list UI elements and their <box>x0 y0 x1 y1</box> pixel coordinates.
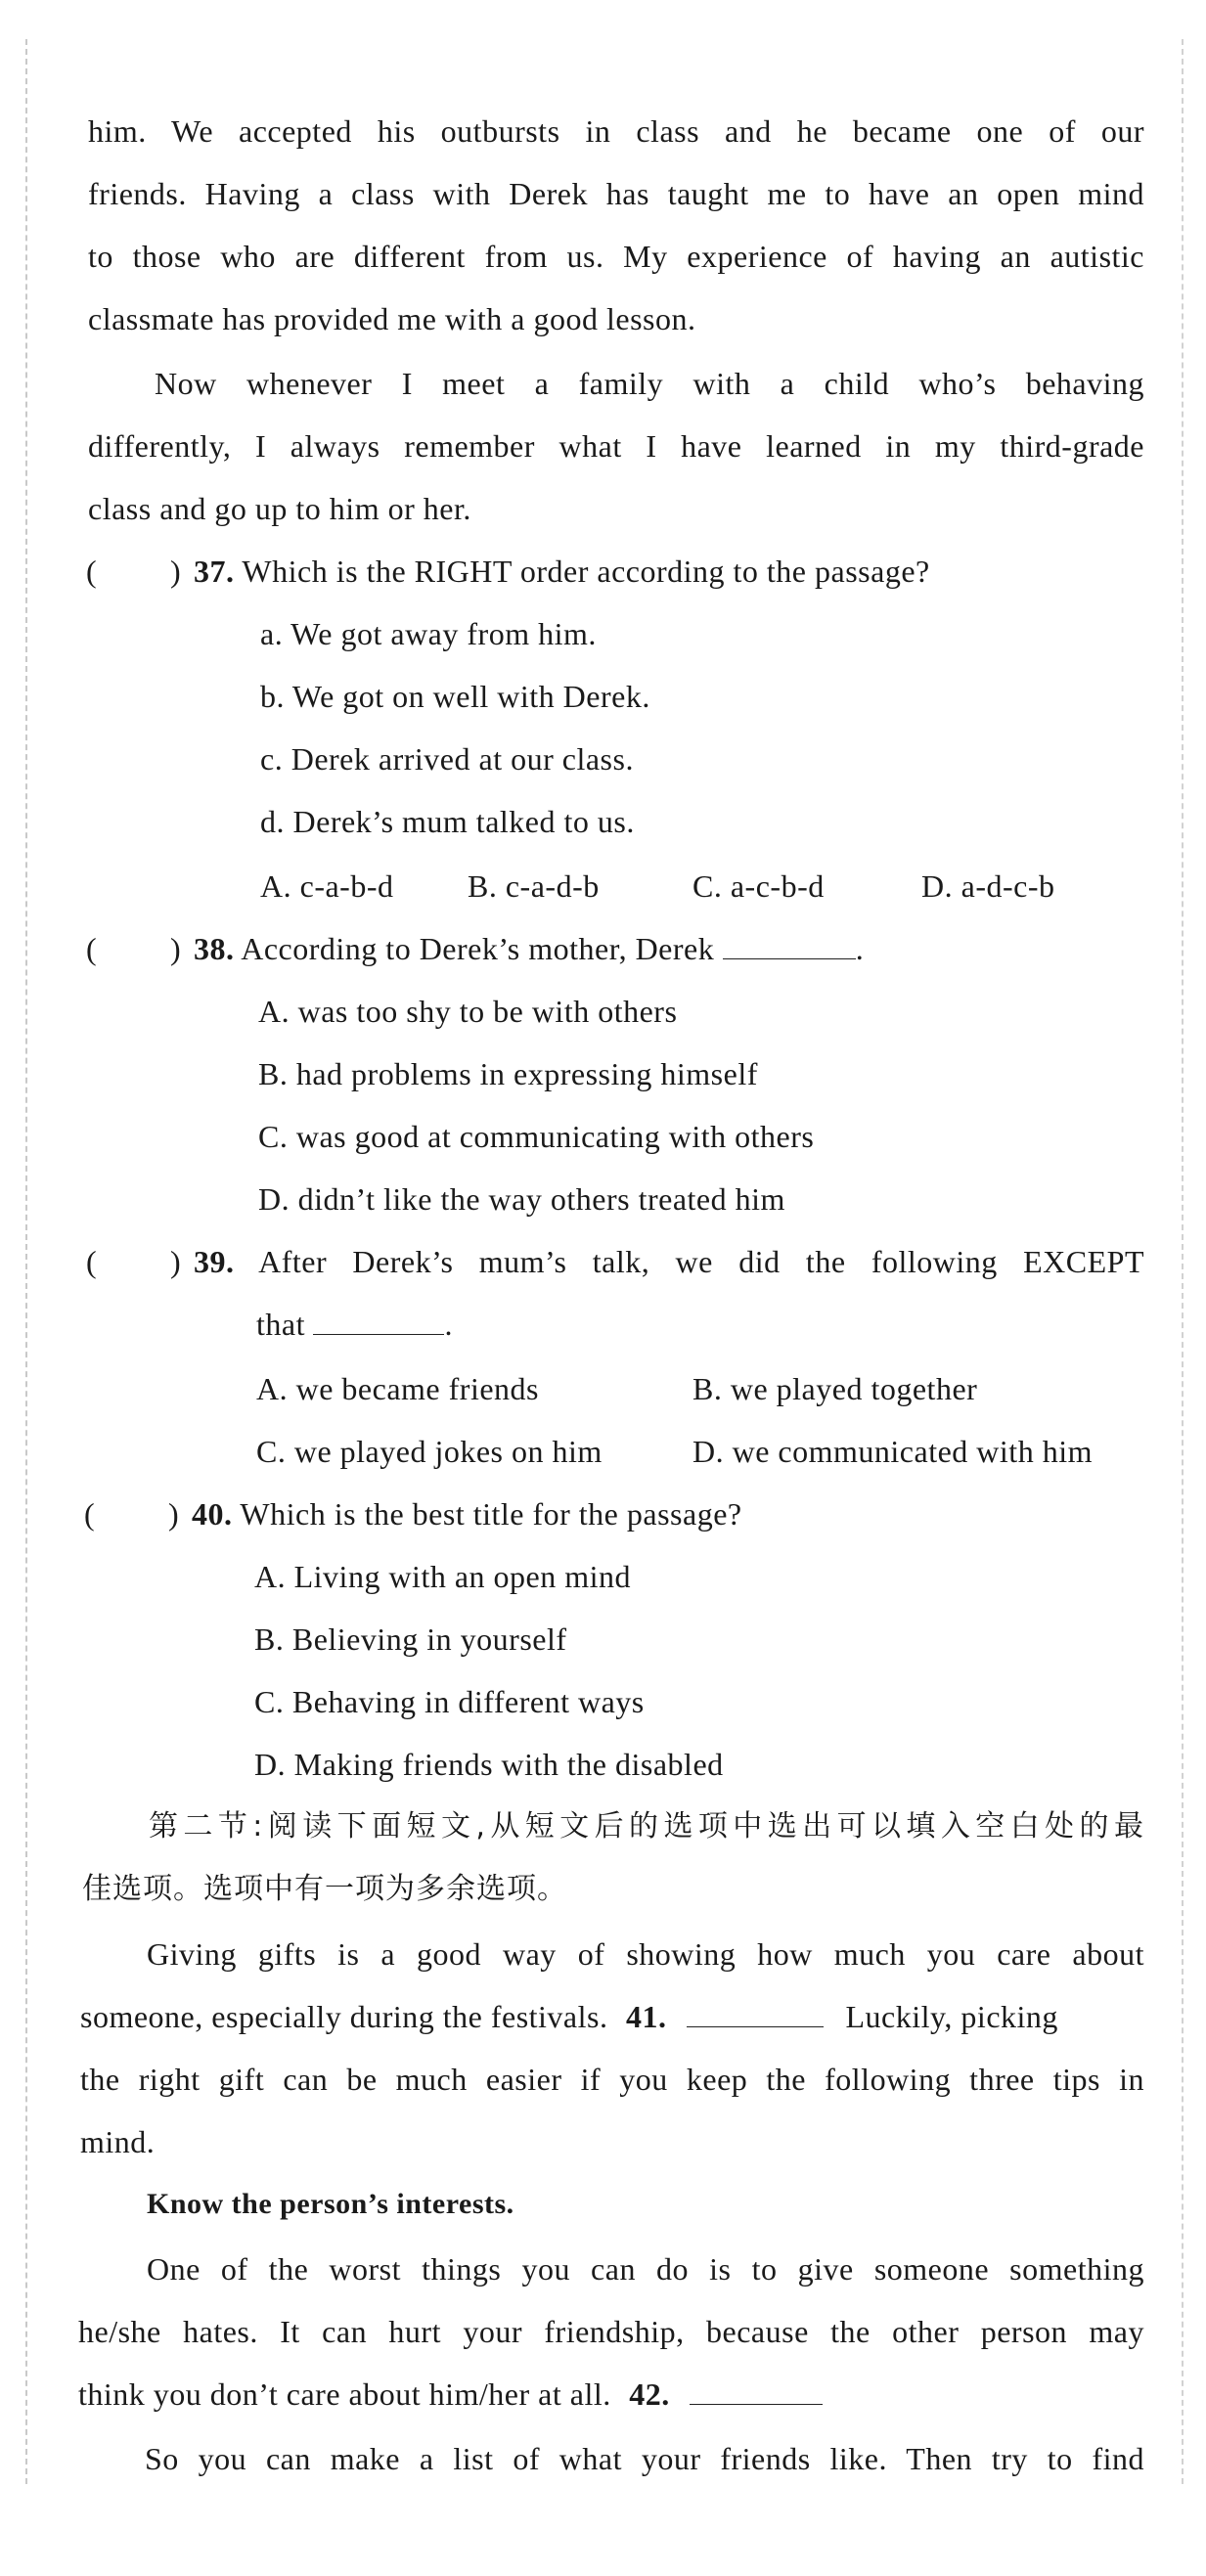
answer-blank <box>690 2380 823 2405</box>
question-number: 37. <box>194 554 235 589</box>
option-a: A. Living with an open mind <box>254 1559 632 1594</box>
question-40 <box>192 1494 742 1533</box>
passage-line: to those who are different from us. My experience of having an autistic <box>88 239 1144 274</box>
option-c: C. was good at communicating with others <box>258 1119 815 1154</box>
passage-line: mind. <box>80 2124 156 2159</box>
passage-line: So you can make a list of what your friends like. Then try to find <box>145 2441 1144 2476</box>
right-margin-rule <box>1182 39 1184 2484</box>
passage-line: he/she hates. It can hurt your friendship, because the other person may <box>78 2314 1144 2349</box>
option-d: D. Making friends with the disabled <box>254 1747 724 1782</box>
question-number: 40. <box>192 1496 233 1532</box>
question-text: Which is the best title for the passage? <box>240 1496 742 1532</box>
question-text: After Derek’s mum’s talk, we did the following EXCEPT <box>258 1244 1145 1279</box>
passage-line: Giving gifts is a good way of showing how much you care about <box>147 1936 1144 1972</box>
option-c: C. a-c-b-d <box>692 868 825 904</box>
question-text: Which is the RIGHT order according to the passage? <box>242 554 930 589</box>
answer-paren-close: ) <box>170 1244 181 1279</box>
question-text: that <box>256 1307 305 1342</box>
option-d: D. didn’t like the way others treated him <box>258 1181 785 1217</box>
question-number: 39. <box>194 1244 235 1279</box>
event-item: a. We got away from him. <box>260 616 597 651</box>
answer-paren-close: ) <box>168 1496 179 1532</box>
answer-blank <box>687 2003 824 2027</box>
question-text: According to Derek’s mother, Derek <box>241 931 715 966</box>
question-38 <box>194 929 864 968</box>
blank-number: 41. <box>625 1999 667 2034</box>
passage-text: someone, especially during the festivals. <box>80 1999 608 2034</box>
passage-line-with-blank <box>78 2375 823 2414</box>
option-d: D. we communicated with him <box>692 1434 1093 1469</box>
option-a: A. c-a-b-d <box>260 868 394 904</box>
option-d: D. a-d-c-b <box>921 868 1055 904</box>
passage-line: the right gift can be much easier if you keep the following three tips in <box>80 2062 1144 2097</box>
question-39 <box>194 1242 1144 1281</box>
answer-paren-open: ( <box>86 554 97 589</box>
passage-line: differently, I always remember what I have learned in my third-grade <box>88 428 1144 464</box>
passage-text: think you don’t care about him/her at all. <box>78 2376 611 2412</box>
blank-number: 42. <box>629 2376 670 2412</box>
left-margin-rule <box>25 39 27 2484</box>
answer-blank <box>723 935 856 959</box>
passage-line: him. We accepted his outbursts in class and he became one of our <box>88 113 1144 149</box>
event-item: b. We got on well with Derek. <box>260 679 650 714</box>
passage-line: One of the worst things you can do is to give someone something <box>147 2251 1144 2287</box>
answer-paren-close: ) <box>170 554 181 589</box>
tip-heading: Know the person’s interests. <box>147 2188 514 2220</box>
passage-text: Luckily, picking <box>845 1999 1058 2034</box>
passage-line: classmate has provided me with a good lesson. <box>88 301 696 336</box>
option-c: C. we played jokes on him <box>256 1434 603 1469</box>
section-instruction: 佳选项。选项中有一项为多余选项。 <box>82 1872 567 1906</box>
option-b: B. we played together <box>692 1371 978 1406</box>
answer-paren-open: ( <box>84 1496 95 1532</box>
question-end: . <box>444 1307 453 1342</box>
answer-paren-close: ) <box>170 931 181 966</box>
option-b: B. Believing in yourself <box>254 1621 567 1657</box>
passage-line: class and go up to him or her. <box>88 491 471 526</box>
option-b: B. had problems in expressing himself <box>258 1056 758 1091</box>
option-a: A. was too shy to be with others <box>258 994 678 1029</box>
passage-line: friends. Having a class with Derek has taught me to have an open mind <box>88 176 1144 211</box>
passage-line-with-blank <box>80 1997 1144 2036</box>
event-item: c. Derek arrived at our class. <box>260 741 634 777</box>
question-end: . <box>855 931 865 966</box>
question-37 <box>194 552 930 591</box>
option-b: B. c-a-d-b <box>468 868 600 904</box>
answer-paren-open: ( <box>86 1244 97 1279</box>
answer-blank <box>313 1310 444 1335</box>
option-c: C. Behaving in different ways <box>254 1684 645 1719</box>
section-instruction: 第二节:阅读下面短文,从短文后的选项中选出可以填入空白处的最 <box>149 1809 1144 1843</box>
passage-line: Now whenever I meet a family with a child who’s behaving <box>155 366 1144 401</box>
answer-paren-open: ( <box>86 931 97 966</box>
question-39-cont <box>256 1305 453 1344</box>
event-item: d. Derek’s mum talked to us. <box>260 804 635 839</box>
option-a: A. we became friends <box>256 1371 539 1406</box>
question-number: 38. <box>194 931 235 966</box>
